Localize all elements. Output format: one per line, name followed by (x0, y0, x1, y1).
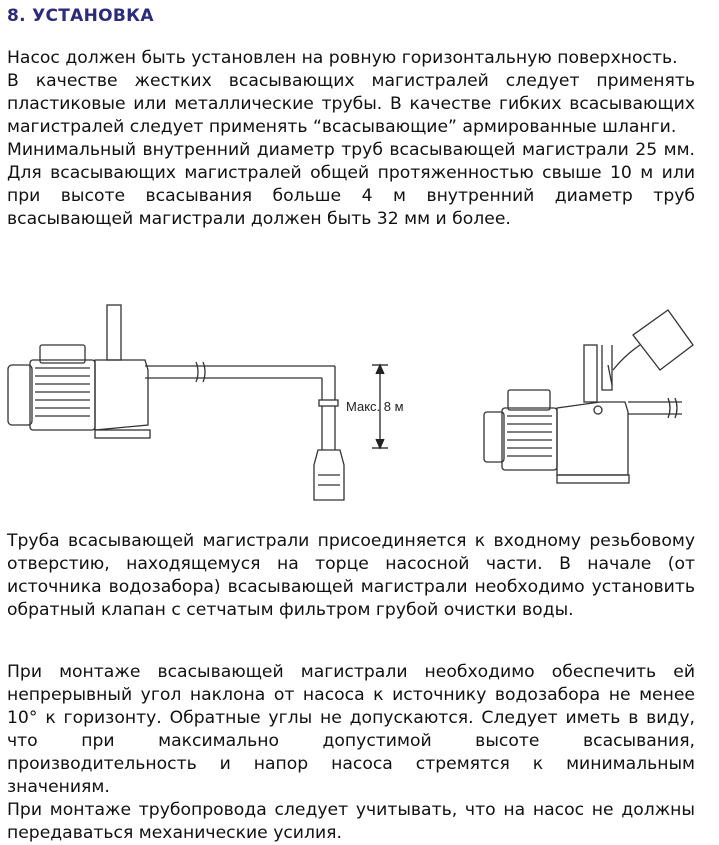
connection-paragraph: Труба всасывающей магистрали присоединяется к входному резьбовому отверстию, находящемуся на торце насосной части. В начале (от источника водозабора) всасывающей магистрали необходимо установить обратный клапан с сетчатым фильтром грубой очистки воды. (7, 531, 695, 620)
intro-paragraph: Насос должен быть установлен на ровную горизонтальную поверхность. В качестве жестких всасывающих магистралей следует применять пластиковые или металлические трубы. В качестве гибких всасывающих магистралей следует применять “всасывающие” армированные шланги. Минимальный внутренний диаметр труб всасывающей магистрали 25 мм. Для всасывающих магистралей общей протяженностью свыше 10 м или при высоте всасывания больше 4 м внутренний диаметр труб всасывающей магистрали должен быть 32 мм и более. (7, 48, 695, 229)
left-pump-illustration (8, 305, 344, 500)
right-pump-illustration (484, 310, 693, 483)
height-label: Макс. 8 м (346, 399, 404, 414)
installation-figure (0, 290, 719, 520)
section-title: 8. УСТАНОВКА (7, 6, 154, 26)
mounting-paragraph: При монтаже всасывающей магистрали необходимо обеспечить ей непрерывный угол наклона от насоса к источнику водозабора не менее 10° к горизонту. Обратные углы не допускаются. Следует иметь в виду, что при максимально допустимой высоте всасывания, производительность и напор насоса стремятся к минимальным значениям. При монтаже трубопровода следует учитывать, что на насос не должны передаваться механические усилия. (7, 662, 695, 843)
